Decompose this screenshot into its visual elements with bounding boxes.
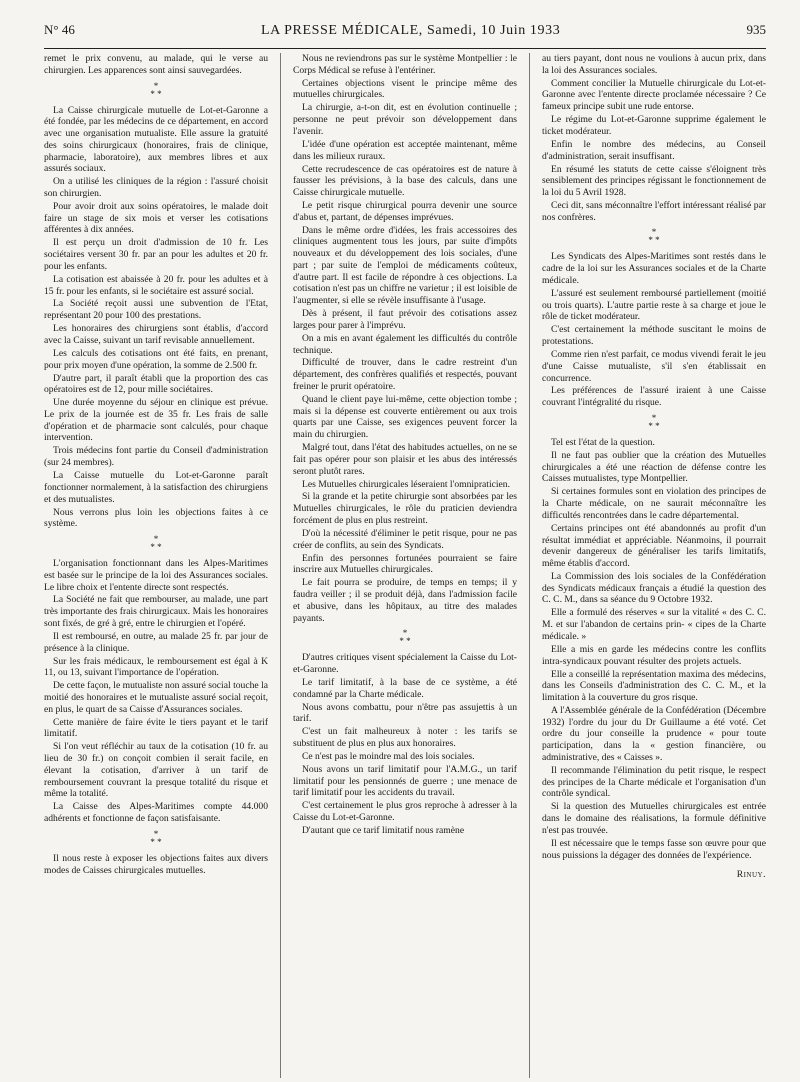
paragraph: Enfin des personnes fortunées pourraient se faire inscrire aux Mutuelles chirurgicales. [292,552,517,576]
paragraph: Une durée moyenne du séjour en clinique est prévue. Le prix de la journée est de 35 fr. Les frais de salle d'opération et de pharmacie sont calculés, pour chaque intervention. [44,397,269,444]
paragraph: C'est un fait malheureux à noter : les tarifs se substituent de plus en plus aux honoraires. [292,726,517,750]
paragraph: Cette recrudescence de cas opératoires est de nature à fausser les prévisions, à la base des calculs, dans une Caisse chirurgicale mutuelle. [292,163,517,198]
paragraph: La Caisse mutuelle du Lot-et-Garonne paraît fonctionner normalement, à la satisfaction des chirurgiens et des mutualistes. [44,470,269,505]
section-separator: * * * [150,80,162,99]
paragraph: C'est certainement la méthode suscitant le moins de protestations. [541,324,766,348]
paragraph: La Commission des lois sociales de la Confédération des Syndicats médicaux français a étudié la question des C. C. M., dans sa séance du 9 Octobre 1932. [541,570,766,606]
paragraph: Si l'on veut réfléchir au taux de la cotisation (10 fr. au lieu de 30 fr.) on conçoit combien il serait facile, en élevant la cotisation, d'arriver à un tarif de remboursement couvrant la presque totalité du risque et même la totalité. [44,741,269,800]
paragraph: Ce n'est pas le moindre mal des lois sociales. [301,751,475,762]
paragraph: La Caisse chirurgicale mutuelle de Lot-et-Garonne a été fondée, par les médecins de ce département, en accord avec une organisation mutualiste. Elle assure la gratuité des soins chirurgicaux (honoraires, frais de clinique, pharmacie, laboratoire), aux membres libres et aux assurés sociaux. [44,104,269,175]
paragraph: au tiers payant, dont nous ne voulions à aucun prix, dans la loi des Assurances sociales. [541,53,766,76]
section-separator: * * * [399,628,411,647]
paragraph: Nous verrons plus loin les objections faites à ce système. [44,506,269,530]
column-1 [44,53,268,1078]
page-number: 935 [746,22,766,37]
author-signature: Rinuy. [736,869,766,881]
paragraph: L'idée d'une opération est acceptée maintenant, même dans les milieux ruraux. [292,138,517,162]
paragraph: Enfin le nombre des médecins, au Conseil d'administration, serait insuffisant. [541,138,766,162]
columns [44,53,766,1078]
paragraph: Tel est l'état de la question. [550,436,655,448]
paragraph: Elle a mis en garde les médecins contre les conflits intra-syndicaux pouvant résulter des projets actuels. [541,643,766,667]
page-header [44,22,766,44]
paragraph: Les honoraires des chirurgiens sont établis, d'accord avec la Caisse, suivant un tarif revisable annuellement. [44,323,269,346]
paragraph: Il est remboursé, en outre, au malade 25 fr. par jour de présence à la clinique. [44,630,269,654]
paragraph: Il est perçu un droit d'admission de 10 fr. Les sociétaires versent 30 fr. par an pour les adultes et 20 fr. pour les enfants. [44,237,269,272]
paragraph: C'est certainement le plus gros reproche à adresser à la Caisse du Lot-et-Garonne. [292,800,517,824]
paragraph: Il recommande l'élimination du petit risque, le respect des principes de la Charte médicale et l'organisation d'un contrôle syndical. [541,764,766,800]
paragraph: Sur les frais médicaux, le remboursement est égal à K 11, ou 13, suivant l'importance de l'opération. [44,655,269,679]
column-divider [529,53,530,1078]
paragraph: Comme rien n'est parfait, ce modus vivendi ferait le jeu d'une Caisse mutualiste, s'il s'en établissait en concurrence. [541,349,766,384]
paragraph: Pour avoir droit aux soins opératoires, le malade doit faire un stage de six mois et verser les cotisations afférentes à dix années. [44,200,269,236]
paragraph: Il nous reste à exposer les objections faites aux divers modes de Caisses chirurgicales mutuelles. [44,852,269,876]
paragraph: Si la grande et la petite chirurgie sont absorbées par les Mutuelles chirurgicales, le rôle du praticien deviendra forcément de plus en plus restreint. [292,491,517,526]
paragraph: Si certaines formules sont en violation des principes de la Charte médicale, on ne saurait méconnaître les difficultés rencontrées dans le cadre départemental. [541,486,766,521]
paragraph: Elle a formulé des réserves « sur la vitalité « des C. C. M. et sur l'abandon de certains prin- « cipes de la Charte médicale. » [541,607,766,642]
paragraph: Les Syndicats des Alpes-Maritimes sont restés dans le cadre de la loi sur les Assurances sociales et de la Charte médicale. [541,251,766,286]
paragraph: Dans le même ordre d'idées, les frais accessoires des cliniques augmentent tous les jours, par suite d'impôts nouveaux et du développement des lois sociales, d'une part ; par suite de l'emploi de médicaments coûteux, d'autre part. Il est facile de répondre à ces objections. La cotisation n'est pas un chiffre ne varietur ; il est loisible de l'augmenter, si elle se révèle insuffisante à l'usage. [292,224,517,307]
paragraph: Le régime du Lot-et-Garonne supprime également le ticket modérateur. [541,114,766,137]
paragraph: La Société ne fait que rembourser, au malade, une part très importante des frais chirurgicaux. Mais les honoraires sont fixés, de gré à gré, entre le chirurgien et l'opéré. [44,594,269,629]
column-2 [293,53,517,1078]
paragraph: L'organisation fonctionnant dans les Alpes-Maritimes est basée sur le principe de la loi des Assurances sociales. Le libre choix et l'entente directe sont respectés. [44,558,269,593]
paragraph: D'où la nécessité d'éliminer le petit risque, pour ne pas créer de conflits, au sein des Syndicats. [292,527,517,551]
section-separator: * * * [648,412,660,431]
issue-number: N° 46 [44,22,75,37]
paragraph: Nous avons combattu, pour n'être pas assujettis à un tarif. [292,701,517,725]
paragraph: Les Mutuelles chirurgicales léseraient l'omnipraticien. [301,478,510,490]
paragraph: Cette manière de faire évite le tiers payant et le tarif limitatif. [44,716,269,740]
paragraph: Difficulté de trouver, dans le cadre restreint d'un département, des confrères qualifiés et respectés, pouvant freiner le prurit opératoire. [292,357,517,392]
paragraph: Certaines objections visent le principe même des mutuelles chirurgicales. [292,77,517,101]
paragraph: Il ne faut pas oublier que la création des Mutuelles chirurgicales a été une réaction de défense contre les Caisses mutualistes, type Montpellier. [541,449,766,485]
paragraph: Nous avons un tarif limitatif pour l'A.M.G., un tarif limitatif pour les pensionnés de guerre ; une menace de tarif limitatif pour les accidents du travail. [292,763,517,799]
paragraph: D'autant que ce tarif limitatif nous ramène [301,825,465,837]
paragraph: La Caisse des Alpes-Maritimes compte 44.000 adhérents et fonctionne de façon satisfaisante. [44,801,269,825]
section-separator: * * * [648,227,660,246]
section-separator: * * * [150,534,162,552]
paragraph: D'autre part, il paraît établi que la proportion des cas opératoires est de 12, pour mille sociétaires. [44,372,269,396]
paragraph: Ceci dit, sans méconnaître l'effort intéressant réalisé par nos confrères. [541,199,766,223]
paragraph: Les préférences de l'assuré iraient à une Caisse couvrant l'intégralité du risque. [541,385,766,409]
paragraph: D'autres critiques visent spécialement la Caisse du Lot-et-Garonne. [292,652,517,675]
paragraph: Il est nécessaire que le temps fasse son œuvre pour que nous puissions la dégager des données de l'expérience. [541,837,766,861]
paragraph: Si la question des Mutuelles chirurgicales est entrée dans le domaine des réalisations, la formule définitive n'est pas trouvée. [541,801,766,836]
column-divider [280,53,281,1078]
paragraph: Nous ne reviendrons pas sur le système Montpellier : le Corps Médical se refuse à l'entériner. [292,53,517,76]
paragraph: On a mis en avant également les difficultés du contrôle technique. [292,332,517,356]
paragraph: On a utilisé les cliniques de la région : l'assuré choisit son chirurgien. [44,176,269,199]
paragraph: Dès à présent, il faut prévoir des cotisations assez larges pour parer à l'imprévu. [292,308,517,331]
paragraph: Certains principes ont été abandonnés au profit d'un résultat immédiat et appréciable. Néanmoins, il pourrait devenir dangereux de généraliser les tarifs limitatifs, même établis d'accord. [541,522,766,569]
paragraph: Le fait pourra se produire, de temps en temps; il y faudra veiller ; il se produit déjà, dans l'admission facile et abusive, dans les hôpitaux, au titre des malades payants. [292,577,517,624]
publication-title: LA PRESSE MÉDICALE, Samedi, 10 Juin 1933 [260,23,561,38]
paragraph: De cette façon, le mutualiste non assuré social touche la moitié des honoraires et le mutualiste assuré social reçoit, en plus, le quart de sa Caisse d'Assurances sociales. [44,680,269,715]
paragraph: remet le prix convenu, au malade, qui le verse au chirurgien. Les apparences sont ainsi sauvegardées. [44,53,269,76]
section-separator: * * * [150,828,162,847]
paragraph: A l'Assemblée générale de la Confédération (Décembre 1932) l'ordre du jour du Dr Guillaume a été voté. Cet ordre du jour conseille la prudence « pour toute participation, dans la « gestion financière, ou administrative, des « Caisses ». [541,704,766,763]
paragraph: En résumé les statuts de cette caisse s'éloignent très sensiblement des principes régissant le fonctionnement de la loi du 5 Avril 1928. [541,163,766,198]
paragraph: Comment concilier la Mutuelle chirurgicale du Lot-et-Garonne avec l'entente directe proclamée nécessaire ? Ce fameux principe subit une rude entorse. [541,77,766,113]
header-rule [44,48,766,49]
paragraph: Les calculs des cotisations ont été faits, en prenant, pour prix moyen d'une opération, la somme de 2.500 fr. [44,347,269,371]
paragraph: La Société reçoit aussi une subvention de l'Etat, représentant 20 pour 100 des prestations. [44,298,269,322]
paragraph: La cotisation est abaissée à 20 fr. pour les adultes et à 15 fr. pour les enfants, si le sociétaire est assuré social. [44,273,269,297]
paragraph: L'assuré est seulement remboursé partiellement (moitié ou trois quarts). L'autre partie reste à sa charge et joue le rôle de ticket modérateur. [541,287,766,323]
paragraph: Elle a conseillé la représentation maxima des médecins, dans les Conseils d'administration des C. C. M., et la limitation à la couverture du gros risque. [541,668,766,703]
paragraph: Le petit risque chirurgical pourra devenir une source d'abus et, partant, de dépenses imprévues. [292,199,517,223]
column-3 [542,53,766,1078]
paragraph: Le tarif limitatif, à la base de ce système, a été condamné par la Charte médicale. [292,676,517,700]
paragraph: Malgré tout, dans l'état des habitudes actuelles, on ne se fait pas opérer pour son plaisir et les abus des intéressés seront plutôt rares. [292,442,517,477]
paragraph: Quand le client paye lui-même, cette objection tombe ; mais si la dépense est couverte entièrement ou aux trois quarts par une Caisse, ses exigences peuvent forcer la main du chirurgien. [292,393,517,441]
paragraph: La chirurgie, a-t-on dit, est en évolution continuelle ; personne ne peut prévoir son développement dans l'avenir. [292,102,517,137]
paragraph: Trois médecins font partie du Conseil d'administration (sur 24 membres). [44,445,269,469]
